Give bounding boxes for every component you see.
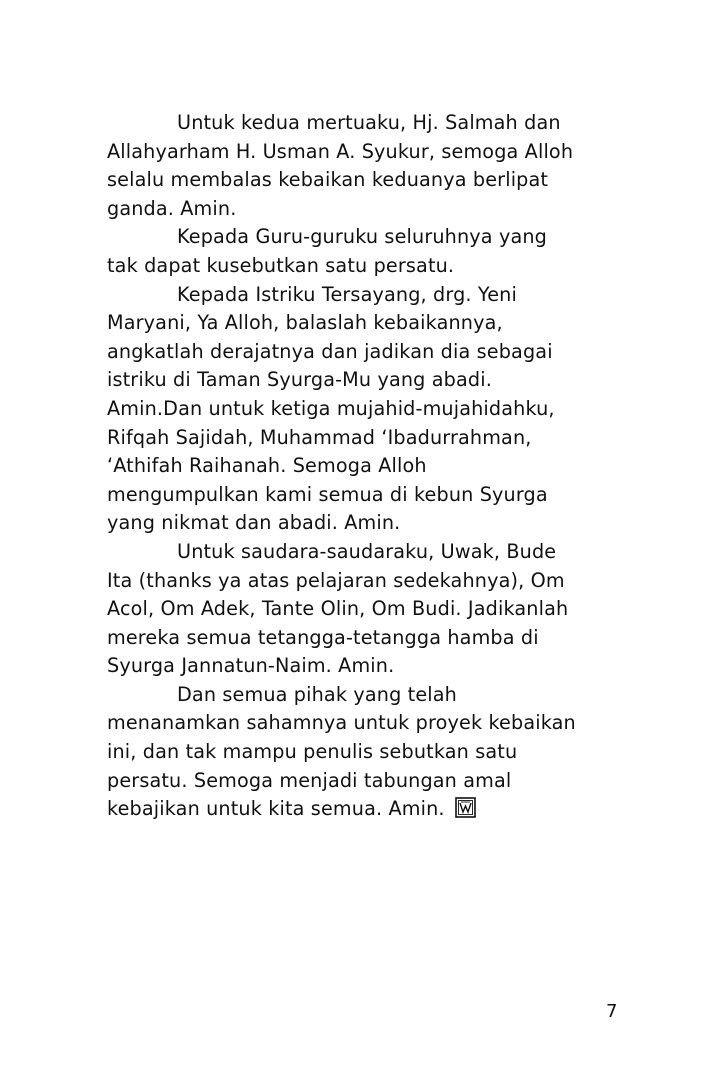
paragraph-wife-children (107, 281, 627, 538)
paragraph-in-laws (107, 109, 627, 223)
text-line: ganda. Amin. (107, 196, 237, 220)
text-line: tak dapat kusebutkan satu persatu. (107, 253, 455, 277)
text-line-last (107, 795, 627, 824)
text-line: Syurga Jannatun-Naim. Amin. (107, 654, 395, 678)
ornament-end-mark-icon (455, 797, 476, 818)
text-line: mengumpulkan kami semua di kebun Syurga (107, 482, 548, 506)
text-line: ini, dan tak mampu penulis sebutkan satu (107, 740, 518, 764)
text-line: istriku di Taman Syurga-Mu yang abadi. (107, 368, 492, 392)
text-line: Dan semua pihak yang telah (177, 682, 457, 706)
acknowledgement-text (107, 109, 627, 824)
text-line: yang nikmat dan abadi. Amin. (107, 511, 401, 535)
text-line: Rifqah Sajidah, Muhammad ‘Ibadurrahman, (107, 425, 532, 449)
text-line: ‘Athifah Raihanah. Semoga Alloh (107, 454, 427, 478)
text-line: Kepada Guru-guruku seluruhnya yang (177, 225, 548, 249)
text-line: Maryani, Ya Alloh, balaslah kebaikannya, (107, 311, 503, 335)
text-line: angkatlah derajatnya dan jadikan dia sebagai (107, 339, 553, 363)
text-line: Kepada Istriku Tersayang, drg. Yeni (177, 282, 517, 306)
page-number: 7 (606, 1001, 618, 1022)
text-line: Amin.Dan untuk ketiga mujahid-mujahidahku, (107, 396, 555, 420)
text-line: persatu. Semoga menjadi tabungan amal (107, 768, 512, 792)
text-line: menanamkan sahamnya untuk proyek kebaikan (107, 711, 576, 735)
text-line: Acol, Om Adek, Tante Olin, Om Budi. Jadikanlah (107, 597, 569, 621)
text-line: Untuk saudara-saudaraku, Uwak, Bude (177, 539, 557, 563)
text-line: mereka semua tetangga-tetangga hamba di (107, 625, 539, 649)
last-line-text: kebajikan untuk kita semua. Amin. (107, 797, 445, 821)
paragraph-teachers (107, 223, 627, 280)
text-line: Untuk kedua mertuaku, Hj. Salmah dan (177, 111, 561, 134)
text-line: Ita (thanks ya atas pelajaran sedekahnya), Om (107, 568, 565, 592)
text-line: Allahyarham H. Usman A. Syukur, semoga Alloh (107, 139, 574, 163)
paragraph-family (107, 538, 627, 681)
paragraph-all-parties (107, 681, 627, 824)
text-line: selalu membalas kebaikan keduanya berlipat (107, 168, 549, 192)
